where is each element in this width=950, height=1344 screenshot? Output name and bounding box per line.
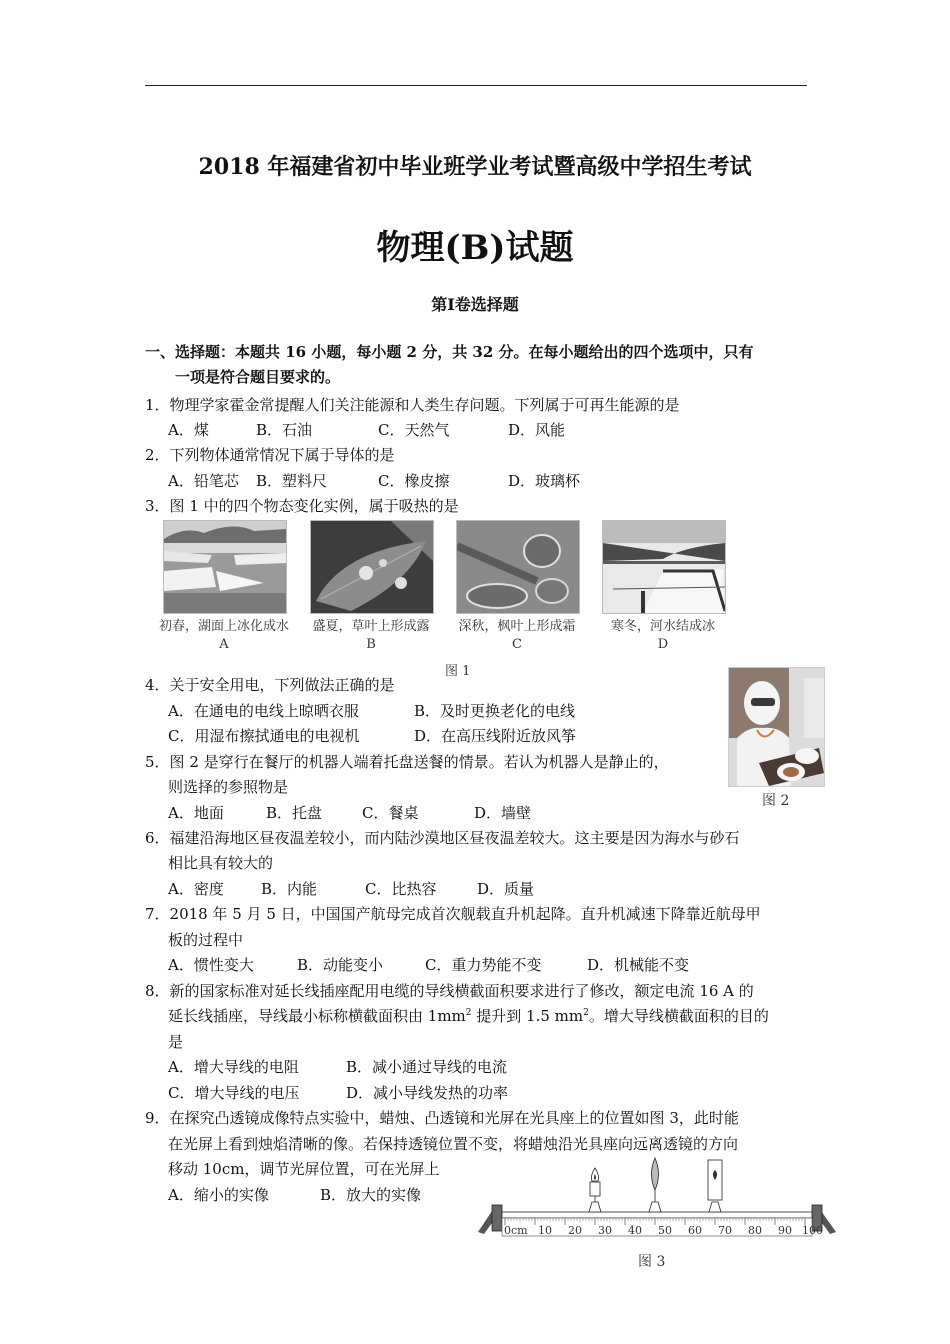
question-number: 8． bbox=[145, 982, 170, 1000]
option-c[interactable]: C．橡皮擦 bbox=[378, 472, 450, 490]
option-a[interactable]: A．在通电的电线上晾晒衣服 bbox=[168, 702, 359, 720]
figure-1-caption-b: 盛夏，草叶上形成露 B bbox=[312, 619, 430, 652]
option-b[interactable]: B．内能 bbox=[261, 880, 318, 898]
question-number: 1． bbox=[145, 396, 170, 414]
option-c[interactable]: C．用湿布擦拭通电的电视机 bbox=[168, 727, 360, 745]
section-intro-line2: 一项是符合题目要求的。 bbox=[175, 368, 341, 386]
question-number: 9． bbox=[145, 1109, 170, 1127]
question-number: 6． bbox=[145, 829, 170, 847]
question-6 bbox=[145, 828, 740, 848]
question-number: 5． bbox=[145, 753, 170, 771]
figure-2-robot-photo bbox=[728, 667, 825, 787]
option-b[interactable]: B．减小通过导线的电流 bbox=[346, 1058, 508, 1076]
section-title: 第Ⅰ卷选择题 bbox=[431, 295, 519, 314]
option-a[interactable]: A．铅笔芯 bbox=[168, 472, 239, 490]
option-a[interactable]: A．惯性变大 bbox=[168, 956, 254, 974]
question-1 bbox=[145, 395, 680, 415]
question-5-stem-line2: 则选择的参照物是 bbox=[168, 778, 289, 796]
question-8 bbox=[145, 981, 754, 1001]
question-1-options bbox=[168, 420, 565, 440]
option-c[interactable]: C．比热容 bbox=[365, 880, 437, 898]
figure-2-label: 图 2 bbox=[762, 793, 790, 809]
option-d[interactable]: D．机械能不变 bbox=[587, 956, 690, 974]
option-a[interactable]: A．煤 bbox=[168, 421, 209, 439]
question-5 bbox=[145, 752, 669, 772]
question-8-options-row2 bbox=[168, 1083, 508, 1103]
question-8-options-row1 bbox=[168, 1057, 507, 1077]
option-a[interactable]: A．增大导线的电阻 bbox=[168, 1058, 299, 1076]
figure-1 bbox=[160, 520, 730, 680]
question-number: 3． bbox=[145, 497, 170, 515]
option-d[interactable]: D．墙壁 bbox=[474, 804, 532, 822]
section-intro-line1: 一、选择题：本题共 16 小题，每小题 2 分，共 32 分。在每小题给出的四个选项中，只有 bbox=[145, 343, 754, 361]
question-stem: 福建沿海地区昼夜温差较小，而内陆沙漠地区昼夜温差较大。这主要是因为海水与砂石 bbox=[169, 829, 740, 847]
option-b[interactable]: B．及时更换老化的电线 bbox=[414, 702, 576, 720]
question-9 bbox=[145, 1108, 739, 1128]
option-d[interactable]: D．减小导线发热的功率 bbox=[346, 1084, 509, 1102]
option-b[interactable]: B．石油 bbox=[256, 421, 313, 439]
question-8-stem-line2: 延长线插座，导线最小标称横截面积由 $1mm^2$ 提升到 1.5 $mm^2$。增大导线横截面积的目的 bbox=[168, 1007, 769, 1025]
question-7-stem-line2: 板的过程中 bbox=[168, 931, 244, 949]
question-4-options-row2 bbox=[168, 726, 576, 746]
question-number: 2． bbox=[145, 446, 170, 464]
option-b[interactable]: B．动能变小 bbox=[297, 956, 384, 974]
question-2 bbox=[145, 445, 395, 465]
question-4 bbox=[145, 675, 395, 695]
question-stem: 关于安全用电，下列做法正确的是 bbox=[169, 676, 395, 694]
header-rule bbox=[145, 85, 807, 86]
question-9-stem-line2: 在光屏上看到烛焰清晰的像。若保持透镜位置不变，将蜡烛沿光具座向远离透镜的方向 bbox=[168, 1135, 739, 1153]
photo-ice-melting bbox=[163, 520, 287, 614]
question-9-stem-line3: 移动 10cm，调节光屏位置，可在光屏上 bbox=[168, 1160, 440, 1178]
question-5-options bbox=[168, 803, 531, 823]
question-stem: 新的国家标准对延长线插座配用电缆的导线横截面积要求进行了修改，额定电流 16 A 的 bbox=[169, 982, 754, 1000]
exam-title: 2018 年福建省初中毕业班学业考试暨高级中学招生考试 bbox=[198, 154, 752, 180]
question-stem: 图 2 是穿行在餐厅的机器人端着托盘送餐的情景。若认为机器人是静止的， bbox=[169, 753, 669, 771]
question-4-options-row1 bbox=[168, 701, 575, 721]
question-9-options bbox=[168, 1185, 421, 1205]
question-6-stem-line2: 相比具有较大的 bbox=[168, 854, 274, 872]
option-b[interactable]: B．塑料尺 bbox=[256, 472, 328, 490]
question-2-options bbox=[168, 471, 580, 491]
option-b[interactable]: B．放大的实像 bbox=[320, 1186, 422, 1204]
subject-title: 物理(B)试题 bbox=[376, 228, 574, 268]
photo-frost-on-leaf bbox=[456, 520, 580, 614]
question-number: 4． bbox=[145, 676, 170, 694]
question-6-options bbox=[168, 879, 534, 899]
question-7-options bbox=[168, 955, 689, 975]
figure-3-optical-bench bbox=[474, 1150, 839, 1270]
option-c[interactable]: C．天然气 bbox=[378, 421, 450, 439]
scale-labels: 0cm 10 20 30 40 50 60 70 80 90 100 bbox=[504, 1224, 823, 1237]
question-8-stem-line3: 是 bbox=[168, 1033, 184, 1051]
option-d[interactable]: D．质量 bbox=[477, 880, 535, 898]
question-stem: 在探究凸透镜成像特点实验中，蜡烛、凸透镜和光屏在光具座上的位置如图 3，此时能 bbox=[169, 1109, 739, 1127]
question-stem: 下列物体通常情况下属于导体的是 bbox=[169, 446, 395, 464]
photo-river-frozen bbox=[602, 520, 726, 614]
option-a[interactable]: A．密度 bbox=[168, 880, 224, 898]
figure-3-label: 图 3 bbox=[638, 1254, 666, 1270]
option-b[interactable]: B．托盘 bbox=[266, 804, 323, 822]
question-3 bbox=[145, 496, 459, 516]
question-7 bbox=[145, 904, 761, 924]
question-number: 7． bbox=[145, 905, 170, 923]
option-c[interactable]: C．餐桌 bbox=[362, 804, 419, 822]
option-c[interactable]: C．重力势能不变 bbox=[425, 956, 542, 974]
question-stem: 物理学家霍金常提醒人们关注能源和人类生存问题。下列属于可再生能源的是 bbox=[169, 396, 680, 414]
option-c[interactable]: C．增大导线的电压 bbox=[168, 1084, 300, 1102]
question-stem: 2018 年 5 月 5 日，中国国产航母完成首次舰载直升机起降。直升机减速下降靠近航母甲 bbox=[169, 905, 761, 923]
option-d[interactable]: D．在高压线附近放风筝 bbox=[414, 727, 577, 745]
figure-1-label: 图 1 bbox=[445, 664, 471, 679]
photo-dew-on-leaf bbox=[310, 520, 434, 614]
option-a[interactable]: A．缩小的实像 bbox=[168, 1186, 269, 1204]
question-stem: 图 1 中的四个物态变化实例，属于吸热的是 bbox=[169, 497, 459, 515]
figure-1-caption-a: 初春，湖面上冰化成水 A bbox=[158, 619, 289, 652]
figure-1-caption-c: 深秋，枫叶上形成霜 C bbox=[458, 619, 576, 652]
option-d[interactable]: D．玻璃杯 bbox=[508, 472, 581, 490]
option-d[interactable]: D．风能 bbox=[508, 421, 566, 439]
figure-1-caption-d: 寒冬，河水结成冰 D bbox=[610, 619, 715, 652]
option-a[interactable]: A．地面 bbox=[168, 804, 224, 822]
